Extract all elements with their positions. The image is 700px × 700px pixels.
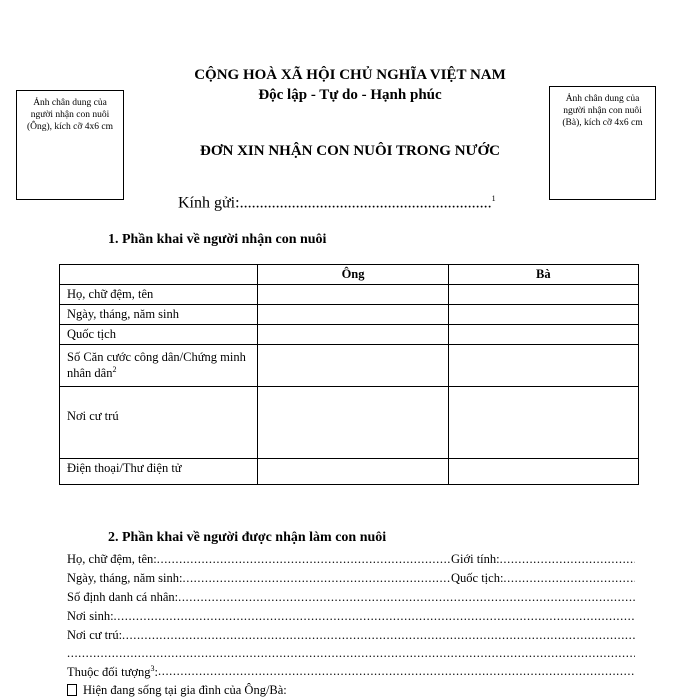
child-nationality-field[interactable]	[503, 571, 635, 586]
child-residence-field[interactable]	[122, 628, 635, 643]
adopter-table	[59, 264, 639, 485]
row-label-id	[60, 345, 258, 387]
child-object-line[interactable]	[67, 664, 635, 680]
national-title: CỘNG HOÀ XÃ HỘI CHỦ NGHĨA VIỆT NAM	[194, 67, 506, 83]
recipient-dots: ...............................................................	[239, 194, 492, 212]
recipient-label: Kính gửi:	[178, 194, 240, 212]
child-residence-label: Nơi cư trú:	[67, 628, 123, 642]
cell-ba-id[interactable]	[448, 345, 638, 387]
cell-ong-nationality[interactable]	[258, 325, 448, 345]
section2-heading: 2. Phần khai về người được nhận làm con nuôi	[108, 530, 387, 545]
row-label-residence	[60, 387, 258, 459]
child-dob-field[interactable]	[183, 571, 452, 586]
child-gender-label: Giới tính:	[451, 552, 500, 566]
table-header-blank	[60, 265, 258, 285]
cell-ba-residence[interactable]	[448, 387, 638, 459]
section1-heading: 1. Phần khai về người nhận con nuôi	[108, 232, 327, 247]
child-pob-line[interactable]	[67, 609, 635, 624]
row-label-id-footnote: 2	[112, 364, 117, 374]
cell-ong-dob[interactable]	[258, 305, 448, 325]
table-row	[60, 459, 639, 485]
child-residence-continuation-line[interactable]	[67, 646, 635, 661]
table-row	[60, 387, 639, 459]
child-object-field[interactable]	[158, 664, 635, 680]
row-label-name: Họ, chữ đệm, tên	[60, 285, 258, 305]
photo-right-text: Ảnh chân dung của người nhận con nuôi (Bà), kích cỡ 4x6 cm	[562, 94, 643, 128]
table-row	[60, 325, 639, 345]
cell-ba-nationality[interactable]	[448, 325, 638, 345]
cell-ba-name[interactable]	[448, 285, 638, 305]
cell-ba-contact[interactable]	[448, 459, 638, 485]
child-name-line[interactable]	[67, 552, 635, 567]
table-row	[60, 305, 639, 325]
table-row	[60, 345, 639, 387]
cell-ba-dob[interactable]	[448, 305, 638, 325]
child-name-label: Họ, chữ đệm, tên:	[67, 552, 157, 566]
child-id-line[interactable]	[67, 590, 635, 605]
child-nationality-label: Quốc tịch:	[451, 571, 504, 585]
recipient-footnote: 1	[491, 194, 496, 203]
child-object-colon: :	[154, 665, 158, 680]
cell-ong-name[interactable]	[258, 285, 448, 305]
cell-ong-contact[interactable]	[258, 459, 448, 485]
child-pob-field[interactable]	[114, 609, 635, 624]
child-object-footnote: 3	[150, 664, 155, 673]
cell-ong-residence[interactable]	[258, 387, 448, 459]
child-id-label: Số định danh cá nhân:	[67, 590, 179, 604]
row-label-residence-text: Nơi cư trú	[67, 409, 119, 423]
table-header-ba: Bà	[448, 265, 638, 285]
child-residence-line[interactable]	[67, 628, 635, 643]
living-with-checkbox[interactable]	[67, 684, 77, 696]
photo-left-text: Ảnh chân dung của người nhận con nuôi (Ông), kích cỡ 4x6 cm	[26, 98, 113, 132]
child-object-label	[67, 664, 158, 680]
child-dob-label: Ngày, tháng, năm sinh:	[67, 571, 183, 585]
table-row	[60, 285, 639, 305]
child-residence-field-continued[interactable]	[67, 646, 635, 661]
living-with-label: Hiện đang sống tại gia đình của Ông/Bà:	[83, 683, 287, 697]
child-pob-label: Nơi sinh:	[67, 609, 114, 623]
child-id-field[interactable]	[178, 590, 635, 605]
table-header-ong: Ông	[258, 265, 448, 285]
row-label-contact: Điện thoại/Thư điện tử	[60, 459, 258, 485]
child-object-label-text: Thuộc đối tượng	[67, 665, 151, 680]
cell-ong-id[interactable]	[258, 345, 448, 387]
national-motto: Độc lập - Tự do - Hạnh phúc	[258, 87, 442, 103]
row-label-id-text: Số Căn cước công dân/Chứng minh nhân dân	[67, 349, 246, 381]
form-title: ĐƠN XIN NHẬN CON NUÔI TRONG NƯỚC	[199, 143, 500, 159]
table-header-row	[60, 265, 639, 285]
recipient-line[interactable]	[178, 194, 496, 212]
row-label-nationality: Quốc tịch	[60, 325, 258, 345]
row-label-dob: Ngày, tháng, năm sinh	[60, 305, 258, 325]
child-gender-field[interactable]	[500, 552, 635, 567]
living-with-line[interactable]	[67, 683, 635, 698]
child-dob-line[interactable]	[67, 571, 635, 586]
child-name-field[interactable]	[157, 552, 451, 567]
